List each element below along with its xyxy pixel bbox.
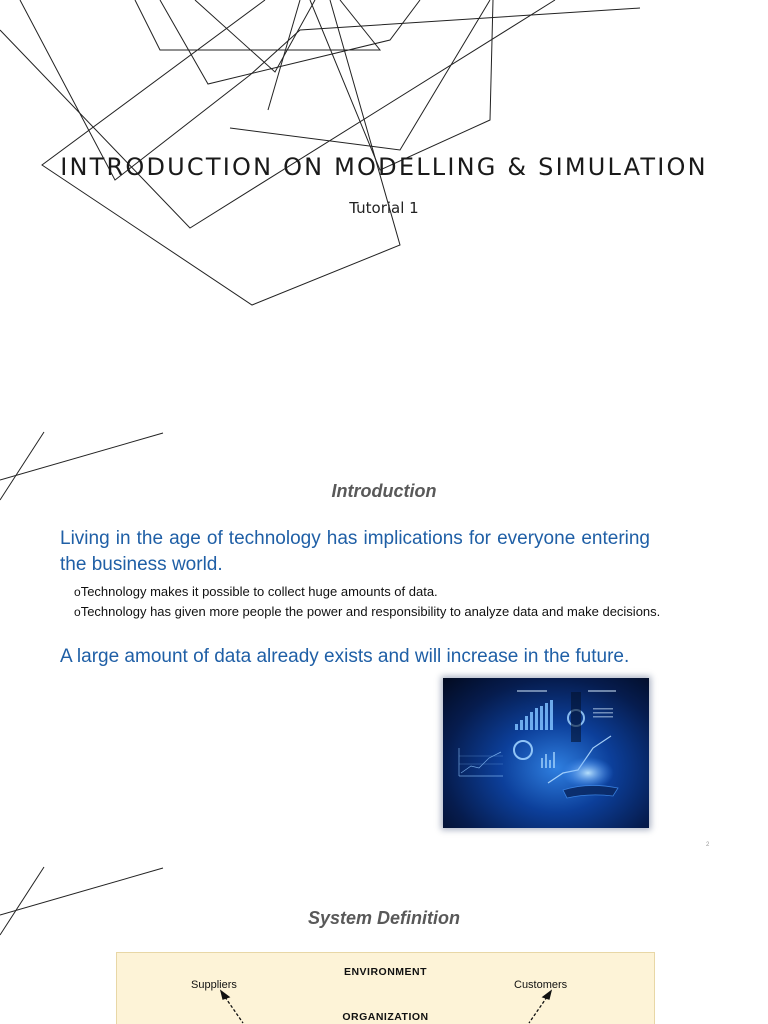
environment-label: ENVIRONMENT xyxy=(343,966,428,978)
title-slide xyxy=(0,0,768,410)
bullet-text: Technology makes it possible to collect huge amounts of data. xyxy=(80,584,438,599)
bullet-text: Technology has given more people the power and responsibility to analyze data and make decisions. xyxy=(80,604,661,619)
analytics-illustration xyxy=(443,678,649,828)
suppliers-label: Suppliers xyxy=(191,979,237,991)
bullet-marker: o xyxy=(74,585,81,599)
deco-line xyxy=(230,0,490,150)
slide-heading: Introduction xyxy=(331,481,437,501)
deco-line xyxy=(0,433,163,480)
presentation-subtitle: Tutorial 1 xyxy=(349,199,419,217)
deco-line xyxy=(135,0,380,50)
page-number: 2 xyxy=(706,842,710,848)
introduction-slide xyxy=(0,410,768,855)
list-item xyxy=(74,602,674,622)
bullet-marker: o xyxy=(74,605,81,619)
slide-heading: System Definition xyxy=(307,908,461,928)
closing-statement: A large amount of data already exists and will increase in the future. xyxy=(60,646,630,667)
decorative-corner-lines xyxy=(0,855,180,955)
organization-label: ORGANIZATION xyxy=(342,1011,429,1023)
deco-line xyxy=(160,0,420,84)
lead-statement: Living in the age of technology has implications for everyone entering the business world. xyxy=(60,528,650,575)
data-analytics-image xyxy=(443,678,649,828)
customers-label: Customers xyxy=(514,979,568,991)
presentation-title: INTRODUCTION ON MODELLING & SIMULATION xyxy=(60,153,708,181)
system-definition-slide xyxy=(0,855,768,1024)
list-item xyxy=(74,582,674,602)
deco-line xyxy=(0,0,555,228)
system-diagram xyxy=(116,952,655,1024)
bullet-list xyxy=(74,582,674,622)
